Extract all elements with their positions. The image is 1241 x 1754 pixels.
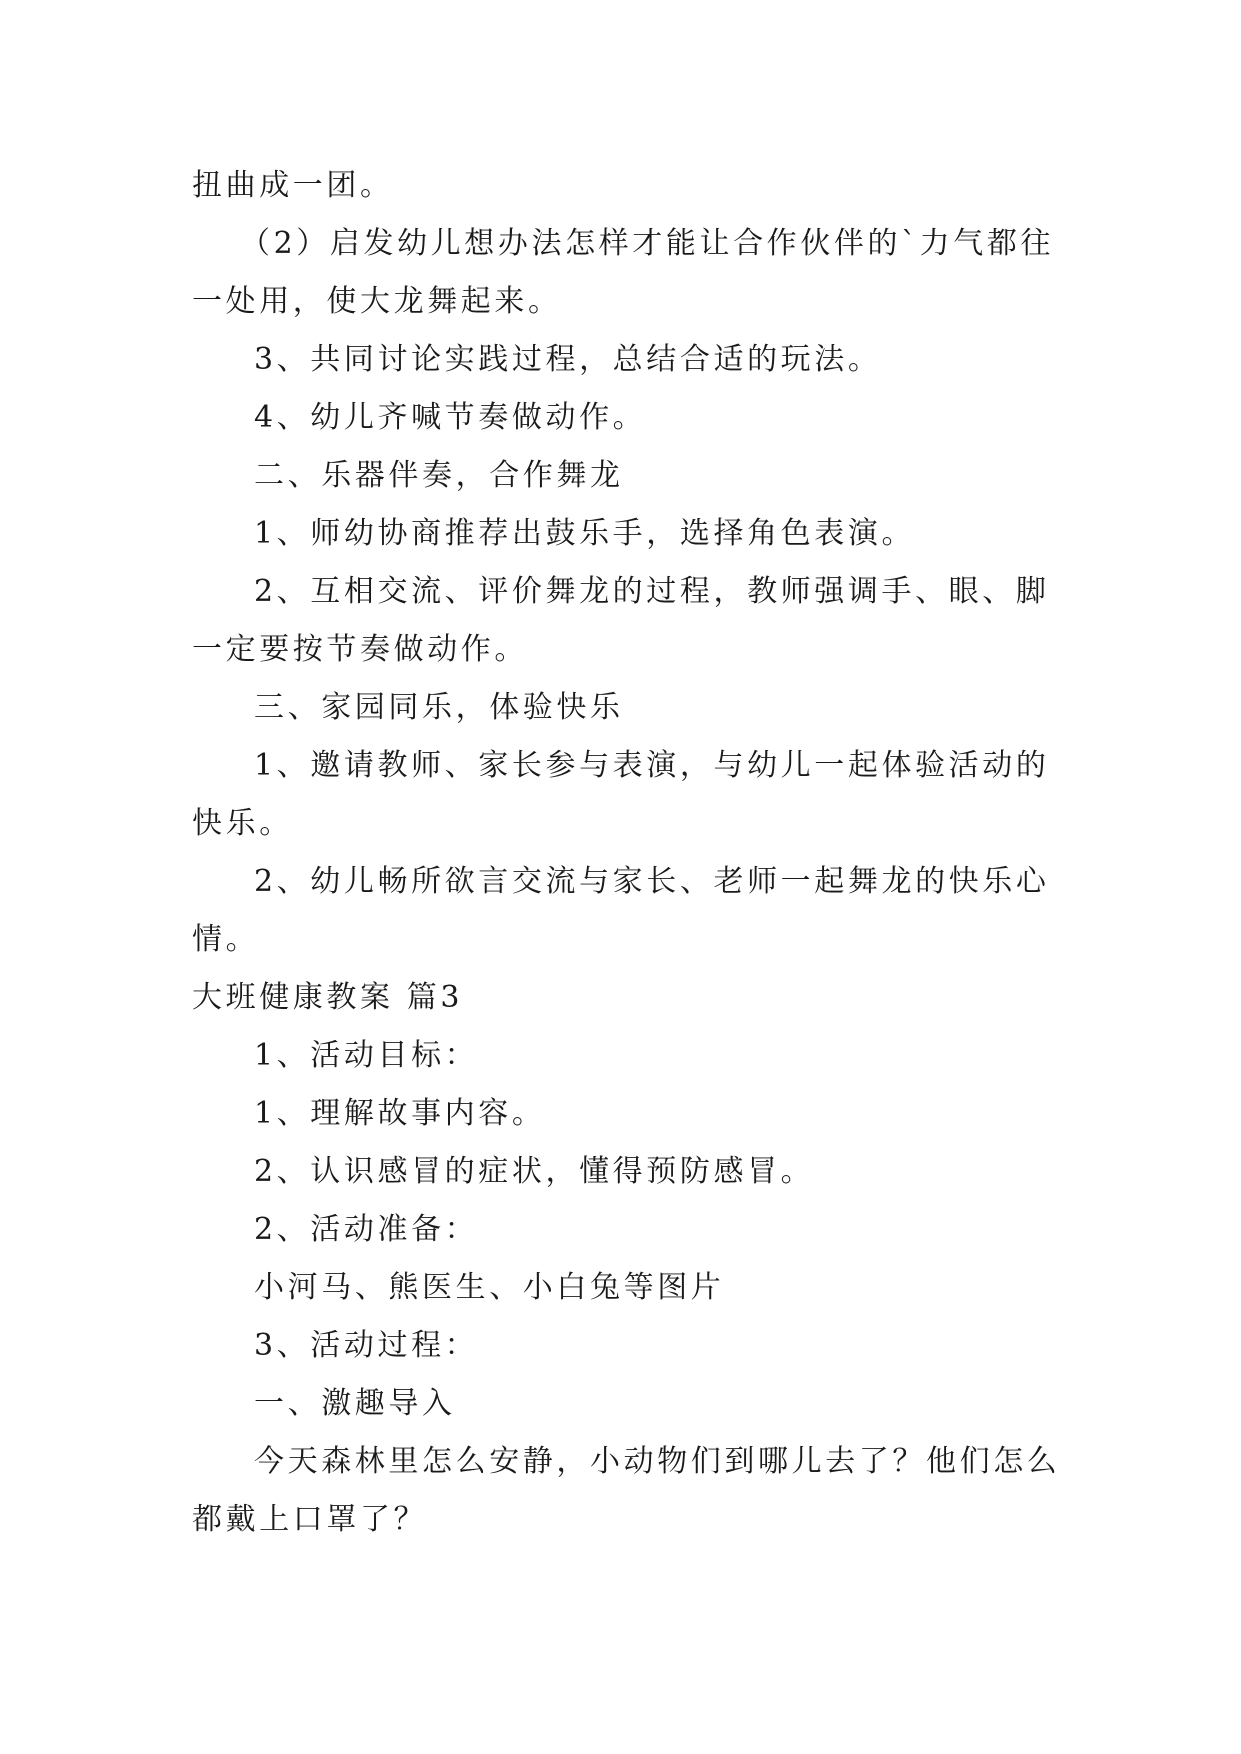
section-heading: 2、活动准备：: [254, 1212, 479, 1247]
paragraph-line: 今天森林里怎么安静，小动物们到哪儿去了？他们怎么: [254, 1444, 1061, 1479]
section-heading: 二、乐器伴奏，合作舞龙: [254, 458, 624, 493]
paragraph-line: 一定要按节奏做动作。: [192, 632, 528, 667]
article-title: 大班健康教案 篇3: [192, 980, 464, 1015]
paragraph-line: 1、师幼协商推荐出鼓乐手，选择角色表演。: [254, 516, 916, 551]
paragraph-line: 1、理解故事内容。: [254, 1096, 546, 1131]
paragraph-line: 都戴上口罩了？: [192, 1502, 428, 1537]
paragraph-line: 快乐。: [192, 806, 293, 841]
paragraph-line: 4、幼儿齐喊节奏做动作。: [254, 400, 647, 435]
paragraph-line: 2、幼儿畅所欲言交流与家长、老师一起舞龙的快乐心: [254, 864, 1050, 899]
section-heading: 3、活动过程：: [254, 1328, 479, 1363]
paragraph-line: （2）启发幼儿想办法怎样才能让合作伙伴的`力气都往: [240, 226, 1055, 261]
section-heading: 三、家园同乐，体验快乐: [254, 690, 624, 725]
section-heading: 一、激趣导入: [254, 1386, 456, 1421]
paragraph-line: 情。: [192, 922, 260, 957]
paragraph-line: 扭曲成一团。: [192, 168, 394, 203]
paragraph-line: 2、互相交流、评价舞龙的过程，教师强调手、眼、脚: [254, 574, 1050, 609]
paragraph-line: 2、认识感冒的症状，懂得预防感冒。: [254, 1154, 815, 1189]
section-heading: 1、活动目标：: [254, 1038, 479, 1073]
paragraph-line: 1、邀请教师、家长参与表演，与幼儿一起体验活动的: [254, 748, 1050, 783]
paragraph-line: 小河马、熊医生、小白兔等图片: [254, 1270, 725, 1305]
paragraph-line: 一处用，使大龙舞起来。: [192, 284, 562, 319]
paragraph-line: 3、共同讨论实践过程，总结合适的玩法。: [254, 342, 882, 377]
